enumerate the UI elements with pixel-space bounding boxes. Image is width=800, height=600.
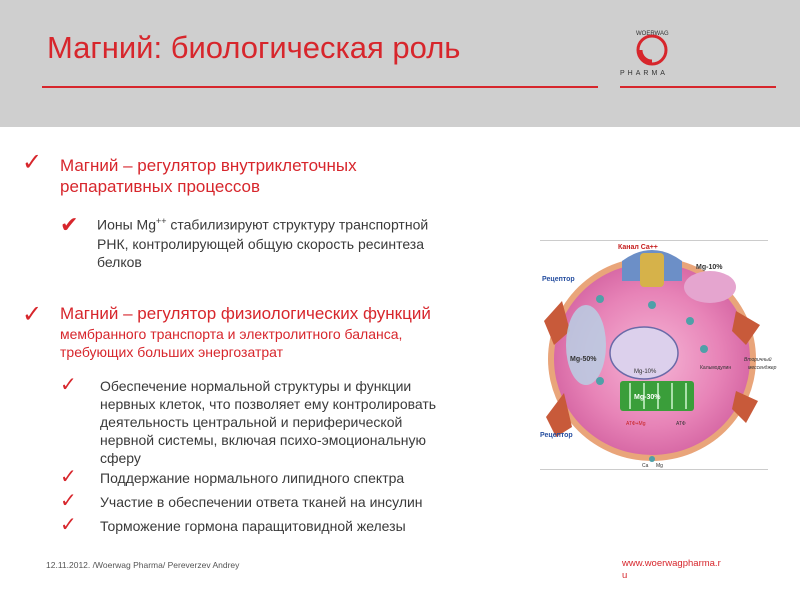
label-receptor-top: Рецептор <box>542 276 575 283</box>
logo-underline <box>620 86 776 88</box>
section2-bullet1-line5: сферу <box>100 450 141 466</box>
check-icon: ✓ <box>60 464 77 488</box>
footer-website-line2: u <box>622 570 628 581</box>
section1-bullet-line3: белков <box>97 254 142 270</box>
section2-bullet1-line3: деятельность центральной и периферической <box>100 414 403 430</box>
check-icon: ✓ <box>22 148 43 176</box>
footer-website-line1: www.woerwagpharma.r <box>622 558 721 569</box>
label-channel: Канал Ca++ <box>618 244 658 251</box>
mg-store-top <box>684 271 736 303</box>
slide-title: Магний: биологическая роль <box>47 30 461 65</box>
section2-bullet1-line4: нервной системы, включая психо-эмоциональную <box>100 432 427 448</box>
logo-sub-text: PHARMA <box>620 70 668 77</box>
label-mg50: Mg-50% <box>570 356 597 363</box>
label-atp: АТФ <box>676 421 686 427</box>
section2-bullet4: Торможение гормона паращитовидной железы <box>100 518 406 534</box>
section1-bullet-line1: Ионы Mg++ стабилизируют структуру транспортной <box>97 216 429 233</box>
label-receptor-bottom: Рецептор <box>540 432 573 439</box>
check-icon: ✓ <box>22 300 43 328</box>
label-atp-mg: АТФ+Mg <box>626 421 646 427</box>
label-secondary-2: мессенджер <box>748 365 777 371</box>
label-mg10-top: Mg-10% <box>696 264 723 271</box>
label-mg30: Mg-30% <box>634 394 661 401</box>
section2-bullet1-line1: Обеспечение нормальной структуры и функции <box>100 378 412 394</box>
mg-store-left <box>566 305 606 385</box>
label-secondary-1: Вторичный <box>744 357 772 363</box>
section2-heading-line3: требующих больших энергозатрат <box>60 344 284 360</box>
section1-bullet-line2: РНК, контролирующей общую скорость ресинтеза <box>97 236 425 252</box>
footer-left: 12.11.2012. /Woerwag Pharma/ Pereverzev Andrey <box>46 560 240 570</box>
check-icon: ✓ <box>60 488 77 512</box>
label-ca: Ca <box>642 463 649 469</box>
section2-heading-line1: Магний – регулятор физиологических функций <box>60 304 431 323</box>
logo-word: WOERWAG <box>636 31 669 37</box>
title-underline <box>42 86 598 88</box>
section2-bullet3: Участие в обеспечении ответа тканей на инсулин <box>100 494 423 510</box>
check-icon: ✓ <box>60 512 77 536</box>
label-calmodulin: Кальмодулин <box>700 365 732 371</box>
label-mg: Mg <box>656 463 663 469</box>
section1-heading-line1: Магний – регулятор внутриклеточных <box>60 156 357 175</box>
cell-diagram <box>540 240 777 470</box>
check-icon: ✔ <box>60 213 79 238</box>
label-mg10-center: Mg-10% <box>634 369 657 375</box>
section2-bullet1-line2: нервных клеток, что позволяет ему контролировать <box>100 396 437 412</box>
check-icon: ✓ <box>60 372 77 396</box>
channel-pore <box>640 253 664 287</box>
cell-diagram-svg <box>540 241 777 471</box>
section2-bullet2: Поддержание нормального липидного спектра <box>100 470 405 486</box>
footer-website[interactable] <box>622 558 742 582</box>
section2-heading-line2: мембранного транспорта и электролитного баланса, <box>60 326 403 342</box>
section1-heading-line2: репаративных процессов <box>60 177 261 196</box>
